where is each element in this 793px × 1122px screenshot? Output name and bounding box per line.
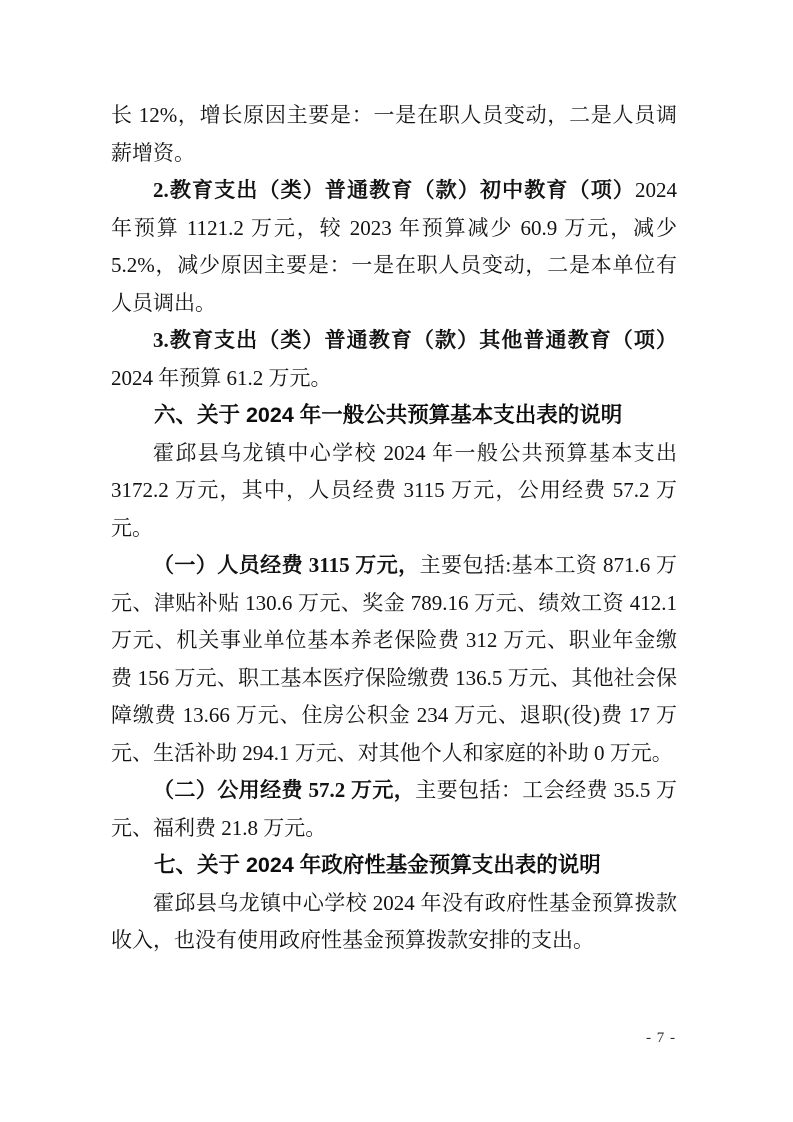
paragraph-text: 2024 年预算 1121.2 万元，较 2023 年预算减少 60.9 万元，减少 5.2%，减少原因主要是：一是在职人员变动，二是本单位有人员调出。 (111, 178, 677, 315)
section-heading-text: 七、关于 2024 年政府性基金预算支出表的说明 (154, 853, 601, 877)
paragraph-basic-expenditure (111, 435, 677, 548)
paragraph-bold-lead: （一）人员经费 3115 万元， (153, 553, 420, 577)
paragraph-personnel-funds (111, 547, 677, 772)
paragraph-text: 长 12%，增长原因主要是：一是在职人员变动，二是人员调薪增资。 (111, 103, 677, 165)
paragraph-item-3 (111, 322, 677, 397)
paragraph-text: 2024 年预算 61.2 万元。 (111, 365, 332, 390)
paragraph-text: 霍邱县乌龙镇中心学校 2024 年一般公共预算基本支出 3172.2 万元，其中，人员经费 3115 万元，公用经费 57.2 万元。 (111, 440, 677, 540)
paragraph-bold-lead: 2.教育支出（类）普通教育（款）初中教育（项） (153, 178, 635, 202)
paragraph-public-funds (111, 772, 677, 847)
section-heading-7 (111, 847, 677, 885)
section-heading-text: 六、关于 2024 年一般公共预算基本支出表的说明 (154, 403, 623, 427)
paragraph-text: 主要包括:基本工资 871.6 万元、津贴补贴 130.6 万元、奖金 789.16 万元、绩效工资 412.1 万元、机关事业单位基本养老保险费 312 万元、职业年金缴费 156 万元、职工基本医疗保险缴费 136.5 万元、其他社会保障缴费 13.66 万元、住房公积金 234 万元、退职(役)费 17 万元、生活补助 294.1 万元、对其他个人和家庭的补助 0 万元。 (111, 553, 677, 765)
paragraph-bold-lead: （二）公用经费 57.2 万元， (153, 778, 416, 802)
paragraph-text: 霍邱县乌龙镇中心学校 2024 年没有政府性基金预算拨款收入，也没有使用政府性基金预算拨款安排的支出。 (111, 890, 677, 952)
page-number: - 7 - (646, 1030, 676, 1046)
paragraph-government-fund (111, 885, 677, 960)
paragraph-continuation (111, 97, 677, 172)
paragraph-bold-lead: 3.教育支出（类）普通教育（款）其他普通教育（项） (153, 328, 677, 352)
paragraph-text: 主要包括：工会经费 35.5 万元、福利费 21.8 万元。 (111, 778, 678, 840)
section-heading-6 (111, 397, 677, 435)
paragraph-item-2 (111, 172, 677, 322)
document-content (111, 97, 677, 960)
